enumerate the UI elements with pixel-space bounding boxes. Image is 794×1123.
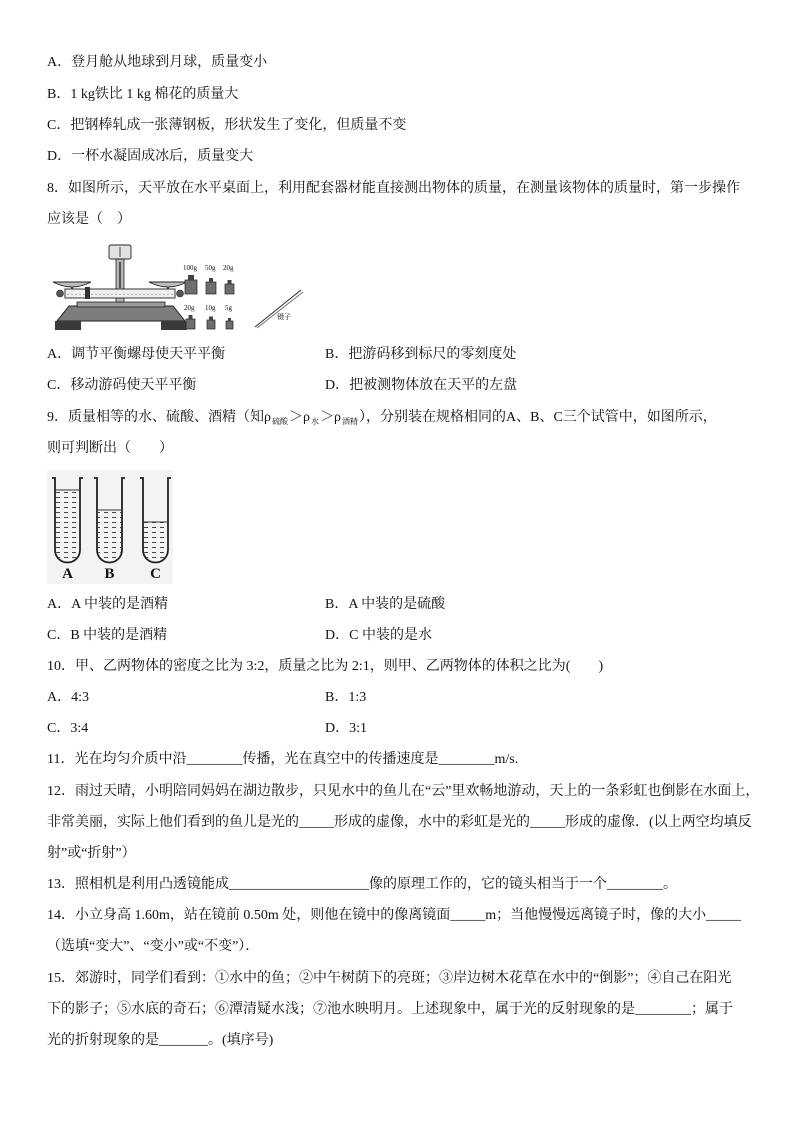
weight-label-20g-b: 20g: [184, 304, 195, 312]
q9-option-a: A．A 中装的是酒精: [47, 597, 168, 612]
q14-stem-line-1: 14．小立身高 1.60m，站在镜前 0.50m 处，则他在镜中的像离镜面_____m；当他慢慢远离镜子时，像的大小_____: [47, 908, 742, 923]
q14-stem-line-2: （选填“变大”、“变小”或“不变”）．: [47, 939, 260, 954]
q8-option-d: D．把被测物体放在天平的左盘: [325, 378, 518, 393]
weight-20g-b: [186, 315, 195, 329]
tube-label-a: A: [62, 566, 73, 582]
q7-option-c: C．把钢棒轧成一张薄钢板，形状发生了变化，但质量不变: [47, 118, 407, 133]
q8-option-a: A．调节平衡螺母使天平平衡: [47, 347, 226, 362]
weight-label-20g-a: 20g: [223, 264, 234, 272]
tube-b-liquid: [98, 510, 121, 562]
q15-stem-line-2: 下的影子；⑤水底的奇石；⑥潭清疑水浅；⑦池水映明月。上述现象中，属于光的反射现象的是________；属于: [47, 1002, 733, 1017]
q15-stem-line-1: 15．郊游时，同学们看到：①水中的鱼；②中午树荫下的亮斑；③岸边树木花草在水中的“倒影”；④自己在阳光: [47, 971, 732, 986]
q9-stem-part-d: ），分别装在规格相同的A、B、C三个试管中，如图所示，: [359, 410, 717, 425]
weight-label-10g: 10g: [205, 304, 216, 312]
tube-label-c: C: [150, 566, 161, 582]
balance-base-top: [77, 302, 165, 307]
weight-10g: [207, 317, 215, 330]
weight-label-5g: 5g: [225, 304, 232, 312]
q15-stem-line-3: 光的折射现象的是_______。(填序号): [47, 1033, 274, 1048]
q11-stem: 11．光在均匀介质中沿________传播，光在真空中的传播速度是________m/s.: [47, 752, 519, 767]
q7-option-b: B．1 kg铁比 1 kg 棉花的质量大: [47, 87, 239, 102]
q10-option-c: C．3:4: [47, 721, 89, 736]
tube-a-liquid: [56, 490, 79, 562]
balance-beam-scale: [67, 290, 173, 295]
balance-nut-left: [57, 290, 64, 297]
q9-stem-part-c: ＞ρ: [320, 410, 341, 425]
balance-rider: [85, 287, 90, 299]
q8-option-b: B．把游码移到标尺的零刻度处: [325, 347, 517, 362]
tube-c-liquid: [144, 522, 167, 562]
q9-subscript-alcohol: 酒精: [342, 417, 358, 426]
q12-stem-line-2: 非常美丽，实际上他们看到的鱼儿是光的_____形成的虚像，水中的彩虹是光的_____形成的虚像．(以上两空均填反: [47, 815, 752, 830]
balance-foot-left: [55, 321, 81, 330]
weight-label-50g: 50g: [205, 264, 216, 272]
weight-5g: [226, 318, 233, 329]
q9-option-c: C．B 中装的是酒精: [47, 628, 168, 643]
q8-stem-line-2: 应该是（ ）: [47, 212, 131, 227]
q8-stem-line-1: 8．如图所示，天平放在水平桌面上，利用配套器材能直接测出物体的质量，在测量该物体的质量时，第一步操作: [47, 181, 740, 196]
tweezers-label: 镊子: [277, 313, 291, 321]
q9-stem-part-a: 9．质量相等的水、硫酸、酒精（知ρ: [47, 410, 271, 425]
tube-label-b: B: [104, 566, 115, 582]
weight-label-100g: 100g: [183, 264, 197, 272]
q9-option-d: D．C 中装的是水: [325, 628, 432, 643]
balance-nut-right: [177, 290, 184, 297]
weight-50g: [206, 278, 216, 294]
q9-stem-line-1: [47, 408, 717, 428]
weight-20g-a: [225, 280, 234, 294]
q13-stem: 13．照相机是利用凸透镜能成____________________像的原理工作的，它的镜头相当于一个________。: [47, 877, 677, 892]
q8-option-c: C．移动游码使天平平衡: [47, 378, 197, 393]
tweezers: [255, 290, 303, 328]
q9-option-b: B．A 中装的是硫酸: [325, 597, 446, 612]
q9-stem-part-b: ＞ρ: [289, 410, 310, 425]
balance-base: [57, 306, 185, 321]
q10-option-d: D．3:1: [325, 721, 367, 736]
q9-subscript-water: 水: [311, 417, 319, 426]
test-tubes-figure: [47, 470, 173, 584]
q12-stem-line-1: 12．雨过天晴，小明陪同妈妈在湖边散步，只见水中的鱼儿在“云”里欢畅地游动，天上的一条彩虹也倒影在水面上，: [47, 784, 760, 799]
q9-subscript-sulfuric-acid: 硫酸: [272, 417, 288, 426]
q10-option-a: A．4:3: [47, 690, 89, 705]
q7-option-d: D．一杯水凝固成冰后，质量变大: [47, 149, 254, 164]
balance-pan-right: [149, 282, 187, 287]
balance-pan-left: [53, 282, 91, 287]
q12-stem-line-3: 射”或“折射”）: [47, 846, 136, 861]
q10-stem: 10．甲、乙两物体的密度之比为 3:2，质量之比为 2:1，则甲、乙两物体的体积之比为( ): [47, 659, 604, 674]
q9-stem-line-2: 则可判断出（ ）: [47, 441, 173, 456]
q7-option-a: A．登月舱从地球到月球，质量变小: [47, 55, 268, 70]
weight-100g: [185, 275, 197, 294]
q10-option-b: B．1:3: [325, 690, 367, 705]
balance-foot-right: [161, 321, 187, 330]
balance-figure: [47, 240, 312, 335]
